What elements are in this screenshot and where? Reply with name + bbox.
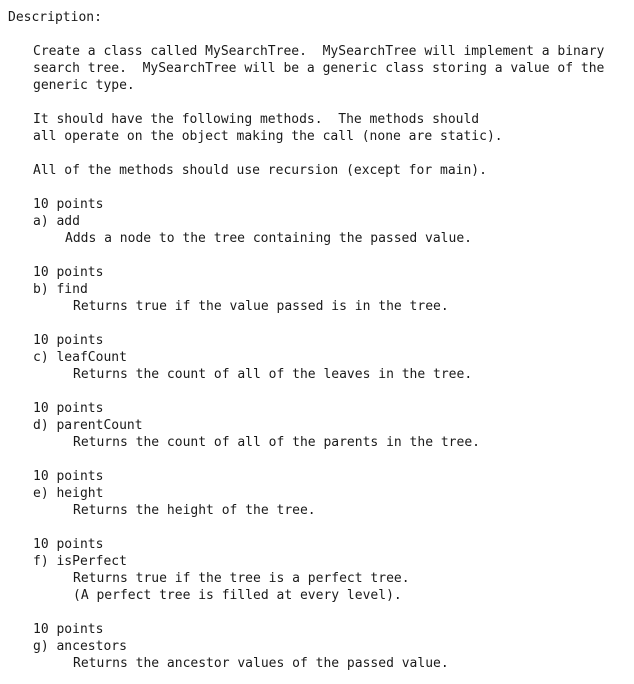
method-description: Returns true if the value passed is in the tree. xyxy=(73,299,449,314)
spacer xyxy=(8,519,634,536)
method-points: 10 points xyxy=(33,537,104,552)
spacer xyxy=(8,604,634,621)
method-points: 10 points xyxy=(33,197,104,212)
method-description: Returns the ancestor values of the passed value. xyxy=(73,656,449,671)
method-item xyxy=(8,264,634,315)
method-name: f) isPerfect xyxy=(33,554,127,569)
method-points: 10 points xyxy=(33,622,104,637)
spacer xyxy=(8,247,634,264)
method-points: 10 points xyxy=(33,265,104,280)
method-points: 10 points xyxy=(33,469,104,484)
methods-intro-line: all operate on the object making the call (none are static). xyxy=(33,129,503,144)
spacer xyxy=(8,383,634,400)
method-description: Returns the count of all of the parents in the tree. xyxy=(73,435,480,450)
method-item xyxy=(8,196,634,247)
assignment-document xyxy=(8,9,634,672)
method-name: c) leafCount xyxy=(33,350,127,365)
method-points: 10 points xyxy=(33,333,104,348)
spacer xyxy=(8,94,634,111)
method-description: Returns true if the tree is a perfect tree. xyxy=(73,571,410,586)
method-name: a) add xyxy=(33,214,80,229)
spacer xyxy=(8,179,634,196)
spacer xyxy=(8,451,634,468)
method-list xyxy=(8,196,634,672)
methods-intro-line: It should have the following methods. The methods should xyxy=(33,112,480,127)
method-item xyxy=(8,332,634,383)
method-item xyxy=(8,621,634,672)
intro-paragraph xyxy=(8,43,634,94)
method-description: Adds a node to the tree containing the passed value. xyxy=(65,231,472,246)
method-name: b) find xyxy=(33,282,88,297)
method-description: Returns the count of all of the leaves in the tree. xyxy=(73,367,473,382)
method-name: d) parentCount xyxy=(33,418,143,433)
method-name: g) ancestors xyxy=(33,639,127,654)
method-item xyxy=(8,536,634,604)
methods-intro-paragraph xyxy=(8,111,634,145)
method-item xyxy=(8,468,634,519)
intro-line: Create a class called MySearchTree. MySearchTree will implement a binary xyxy=(33,44,605,59)
description-heading: Description: xyxy=(8,10,102,25)
spacer xyxy=(8,26,634,43)
spacer xyxy=(8,145,634,162)
method-description: Returns the height of the tree. xyxy=(73,503,316,518)
method-points: 10 points xyxy=(33,401,104,416)
method-name: e) height xyxy=(33,486,104,501)
intro-line: search tree. MySearchTree will be a generic class storing a value of the xyxy=(33,61,605,76)
recursion-note: All of the methods should use recursion (except for main). xyxy=(33,163,487,178)
method-description: (A perfect tree is filled at every level). xyxy=(73,588,402,603)
method-item xyxy=(8,400,634,451)
spacer xyxy=(8,315,634,332)
intro-line: generic type. xyxy=(33,78,135,93)
